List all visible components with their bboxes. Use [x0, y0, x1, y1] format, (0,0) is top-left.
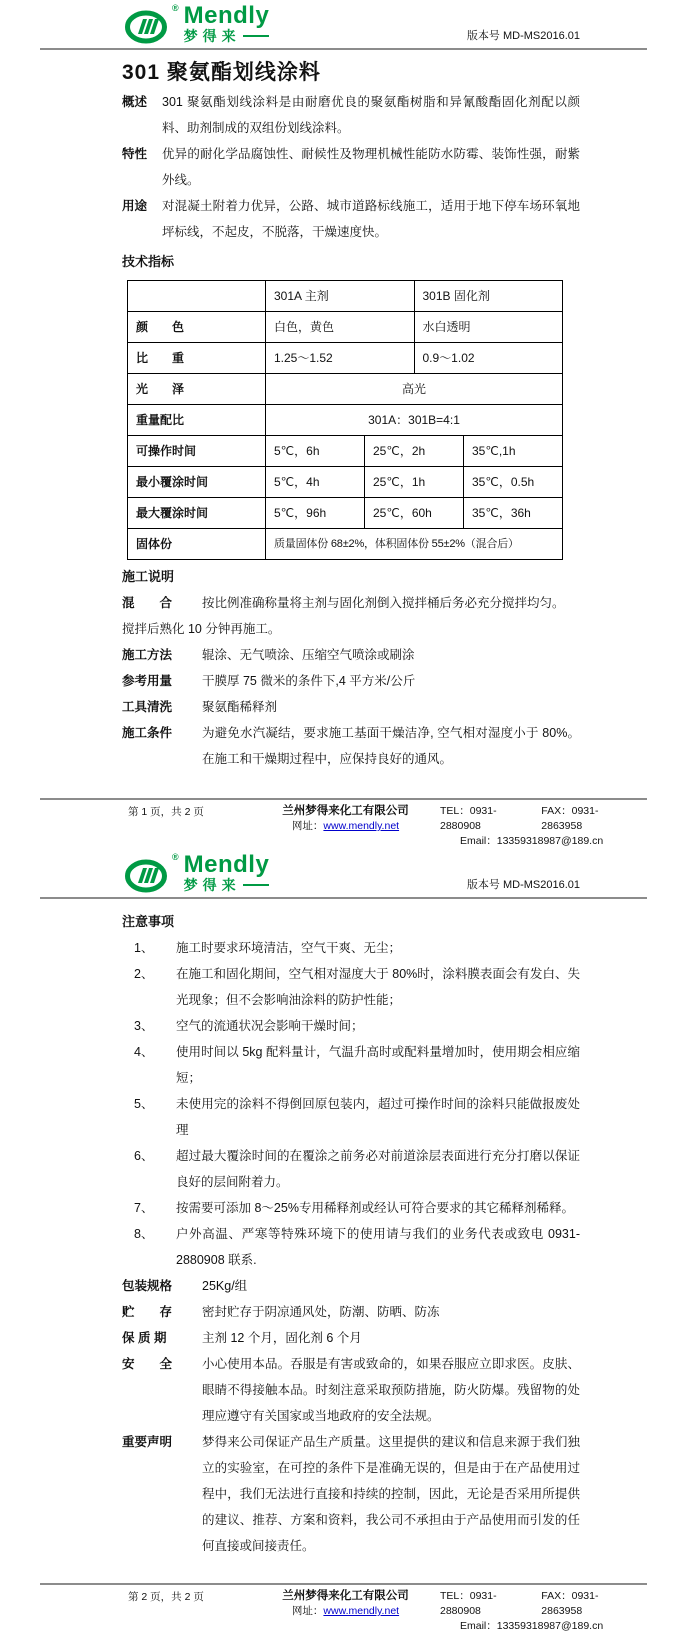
- table-row-header: [128, 281, 563, 312]
- dosage-row: [122, 668, 580, 694]
- col-header-301b: 301B 固化剂: [414, 281, 563, 312]
- note-item-5: 5、 未使用完的涂料不得倒回原包装内，超过可操作时间的涂料只能做报废处理: [134, 1097, 580, 1137]
- note-item-6: 6、 超过最大覆涂时间的在覆涂之前务必对前道涂层表面进行充分打磨以保证良好的层间附着力。: [134, 1149, 580, 1189]
- page1-footer: [40, 798, 647, 849]
- mixing-text-continued: 搅拌后熟化 10 分钟再施工。: [122, 622, 281, 636]
- version-label: 版本号 MD-MS2016.01: [466, 30, 580, 42]
- packing-label: 包装规格: [122, 1279, 173, 1293]
- header-rule: [40, 48, 647, 50]
- website-label: 网址：: [291, 1605, 324, 1617]
- note-item-4: 4、 使用时间以 5kg 配料量计，气温升高时或配料量增加时，使用期会相应缩短；: [134, 1045, 580, 1085]
- page1-header: [40, 0, 647, 46]
- email-label: Email：13359318987@189.cn: [460, 835, 604, 847]
- cleaning-label: 工具清洗: [122, 700, 173, 714]
- registered-mark: ®: [172, 852, 179, 862]
- page2-content: [122, 909, 580, 1559]
- page1-number-label: 第 1 页，共 2 页: [128, 806, 204, 818]
- note-item-3: 3、 空气的流通状况会影响干燥时间；: [134, 1019, 364, 1033]
- brand-wordmark: [184, 4, 270, 43]
- brand-name-en: Mendly: [183, 2, 270, 29]
- table-row-gloss: 光 泽 高光: [128, 374, 563, 405]
- storage-text: 密封贮存于阴凉通风处，防潮、防晒、防冻: [202, 1305, 440, 1319]
- note-item-8: 8、 户外高温、严寒等特殊环境下的使用请与我们的业务代表或致电 0931-2880908 联系.: [134, 1227, 580, 1267]
- notes-heading: 注意事项: [122, 914, 175, 929]
- col-header-301a: 301A 主剂: [266, 281, 415, 312]
- cleaning-text: 聚氨酯稀释剂: [202, 700, 278, 714]
- page2-number-label: 第 2 页，共 2 页: [128, 1591, 204, 1603]
- table-row-color: 颜 色 白色，黄色 水白透明: [128, 312, 563, 343]
- mixing-label: 混 合: [122, 596, 173, 610]
- safety-text: 小心使用本品。吞服是有害或致命的，如果吞服应立即求医。皮肤、眼睛不得接触本品。时刻注意采取预防措施，防火防爆。残留物的处理应遵守有关国家或当地政府的安全法规。: [202, 1357, 580, 1423]
- note-item-1: 1、 施工时要求环境清洁，空气干爽、无尘；: [134, 941, 402, 955]
- website-link[interactable]: www.mendly.net: [323, 820, 400, 832]
- table-row-max-recoat: 最大覆涂时间 5℃，96h 25℃，60h 35℃，36h: [128, 498, 563, 529]
- note-item-7: 7、 按需要可添加 8～25%专用稀释剂或经认可符合要求的其它稀释剂稀释。: [134, 1201, 574, 1215]
- page1-content: [122, 60, 580, 772]
- shelf-life-label: 保 质 期: [122, 1331, 167, 1345]
- packing-text: 25Kg/组: [202, 1279, 248, 1293]
- fax-label: FAX：0931-2863958: [541, 1590, 599, 1617]
- footer-rule: [40, 1583, 647, 1585]
- tech-specs-heading: 技术指标: [122, 254, 175, 269]
- conditions-row: [122, 720, 580, 772]
- registered-mark: ®: [172, 3, 179, 13]
- brand-wordmark: [184, 853, 270, 892]
- tel-label: TEL：0931-2880908: [440, 1590, 497, 1617]
- construction-heading: 施工说明: [122, 569, 175, 584]
- overview-label: 概述: [122, 95, 148, 109]
- features-text: 优异的耐化学品腐蚀性、耐候性及物理机械性能防水防霉、装饰性强，耐紫外线。: [162, 147, 580, 187]
- footer-rule: [40, 798, 647, 800]
- company-name: 兰州梦得来化工有限公司: [282, 1590, 409, 1602]
- safety-row: [122, 1351, 580, 1429]
- header-rule: [40, 897, 647, 899]
- dosage-text: 干膜厚 75 微米的条件下,4 平方米/公斤: [202, 674, 416, 688]
- version-label: 版本号 MD-MS2016.01: [466, 879, 580, 891]
- storage-row: [122, 1299, 580, 1325]
- mixing-text: 按比例准确称量将主剂与固化剂倒入搅拌桶后务必充分搅拌均匀。: [202, 596, 565, 610]
- conditions-label: 施工条件: [122, 726, 173, 740]
- brand-name-en: Mendly: [183, 851, 270, 878]
- usage-text: 对混凝土附着力优异，公路、城市道路标线施工，适用于地下停车场环氧地坪标线，不起皮，不脱落，干燥速度快。: [162, 199, 580, 239]
- usage-paragraph: [122, 193, 580, 245]
- shelf-life-text: 主剂 12 个月，固化剂 6 个月: [202, 1331, 362, 1345]
- shelf-life-row: [122, 1325, 580, 1351]
- usage-label: 用途: [122, 199, 148, 213]
- brand-name-cn: 梦得来: [184, 878, 270, 892]
- method-text: 辊涂、无气喷涂、压缩空气喷涂或刷涂: [202, 648, 415, 662]
- table-row-min-recoat: 最小覆涂时间 5℃，4h 25℃，1h 35℃，0.5h: [128, 467, 563, 498]
- company-name: 兰州梦得来化工有限公司: [282, 805, 409, 817]
- mendly-logo-2: [125, 853, 269, 895]
- tel-label: TEL：0931-2880908: [440, 805, 497, 832]
- overview-paragraph: [122, 89, 580, 141]
- page2-footer: [40, 1583, 647, 1634]
- mendly-logo: [125, 4, 269, 46]
- table-row-gravity: 比 重 1.25～1.52 0.9～1.02: [128, 343, 563, 374]
- table-row-solids: 固体份 质量固体份 68±2%，体积固体份 55±2%（混合后）: [128, 529, 563, 560]
- table-row-pot-life: 可操作时间 5℃，6h 25℃，2h 35℃,1h: [128, 436, 563, 467]
- statement-text: 梦得来公司保证产品生产质量。这里提供的建议和信息来源于我们独立的实验室，在可控的条件下是准确无误的，但是由于在产品使用过程中，我们无法进行直接和持续的控制，因此，无论是否采用所提供的建议、推荐、方案和资料，我公司不承担由于产品使用而引发的任何直接或间接责任。: [202, 1435, 580, 1553]
- packing-row: [122, 1273, 580, 1299]
- method-row: [122, 642, 580, 668]
- safety-label: 安 全: [122, 1357, 173, 1371]
- statement-row: [122, 1429, 580, 1559]
- statement-label: 重要声明: [122, 1435, 173, 1449]
- storage-label: 贮 存: [122, 1305, 173, 1319]
- features-label: 特性: [122, 147, 148, 161]
- conditions-text: 为避免水汽凝结，要求施工基面干燥洁净, 空气相对湿度小于 80%。在施工和干燥期过程中，应保持良好的通风。: [202, 726, 580, 766]
- mendly-emblem-icon: [125, 4, 173, 46]
- email-label: Email：13359318987@189.cn: [460, 1620, 604, 1632]
- mendly-emblem-icon: [125, 853, 173, 895]
- page2-header: [40, 849, 647, 895]
- mixing-row: [122, 590, 580, 616]
- brand-name-cn: 梦得来: [184, 29, 270, 43]
- method-label: 施工方法: [122, 648, 173, 662]
- website-link[interactable]: www.mendly.net: [323, 1605, 400, 1617]
- tech-specs-table: [127, 280, 563, 560]
- note-item-2: 2、 在施工和固化期间，空气相对湿度大于 80%时，涂料膜表面会有发白、失光现象；但不会影响油涂料的防护性能；: [134, 967, 580, 1007]
- overview-text: 301 聚氨酯划线涂料是由耐磨优良的聚氨酯树脂和异氰酸酯固化剂配以颜料、助剂制成的双组份划线涂料。: [162, 95, 580, 135]
- cleaning-row: [122, 694, 580, 720]
- page-title: 301 聚氨酯划线涂料: [122, 61, 321, 84]
- dosage-label: 参考用量: [122, 674, 173, 688]
- fax-label: FAX：0931-2863958: [541, 805, 599, 832]
- website-label: 网址：: [291, 820, 324, 832]
- features-paragraph: [122, 141, 580, 193]
- table-row-ratio: 重量配比 301A：301B=4:1: [128, 405, 563, 436]
